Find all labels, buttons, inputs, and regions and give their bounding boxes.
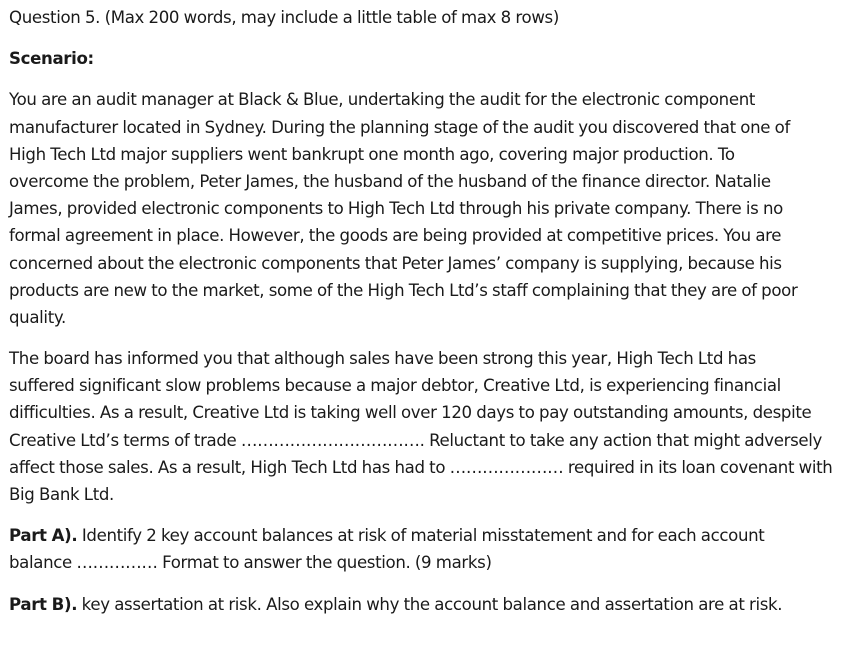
scenario-heading: Scenario: [9, 49, 94, 69]
part-b [9, 591, 846, 618]
part-b-text-1: key assertation at risk. Also explain why the account balance and assertation are at risk. [77, 594, 783, 614]
scenario-paragraph-1 [9, 86, 846, 331]
paragraph-line: James, provided electronic components to High Tech Ltd through his private company. There is no [9, 199, 783, 219]
scenario-paragraph-2 [9, 345, 846, 508]
paragraph-line: concerned about the electronic components that Peter James’ company is supplying, because his [9, 253, 782, 273]
paragraph-line: overcome the problem, Peter James, the husband of the husband of the finance director. Natalie [9, 171, 771, 191]
paragraph-line: quality. [9, 307, 66, 327]
paragraph-line: formal agreement in place. However, the goods are being provided at competitive prices. You are [9, 226, 782, 246]
part-a [9, 522, 846, 576]
part-a-line-1 [9, 522, 846, 549]
part-a-text-1: Identify 2 key account balances at risk of material misstatement and for each account [77, 526, 765, 546]
paragraph-line: manufacturer located in Sydney. During the planning stage of the audit you discovered that one of [9, 117, 790, 137]
paragraph-line: difficulties. As a result, Creative Ltd is taking well over 120 days to pay outstanding amounts, despite [9, 403, 812, 423]
paragraph-line: High Tech Ltd major suppliers went bankrupt one month ago, covering major production. To [9, 144, 735, 164]
paragraph-line: suffered significant slow problems because a major debtor, Creative Ltd, is experiencing financial [9, 376, 781, 396]
part-a-label: Part A). [9, 526, 78, 546]
paragraph-line: Creative Ltd’s terms of trade ……………………………. Reluctant to take any action that might adversely [9, 430, 822, 450]
paragraph-line: The board has informed you that although sales have been strong this year, High Tech Ltd has [9, 349, 756, 369]
paragraph-line: products are new to the market, some of the High Tech Ltd’s staff complaining that they are of poor [9, 280, 798, 300]
paragraph-line: You are an audit manager at Black & Blue, undertaking the audit for the electronic component [9, 90, 756, 110]
question-title: Question 5. (Max 200 words, may include a little table of max 8 rows) [9, 8, 559, 27]
part-b-line-1 [9, 591, 846, 618]
part-b-label: Part B). [9, 594, 78, 614]
paragraph-line: Big Bank Ltd. [9, 485, 114, 504]
part-a-text-2: balance …………… Format to answer the question. (9 marks) [9, 553, 492, 573]
paragraph-line: affect those sales. As a result, High Tech Ltd has had to ………………… required in its loan covenant with [9, 457, 833, 477]
